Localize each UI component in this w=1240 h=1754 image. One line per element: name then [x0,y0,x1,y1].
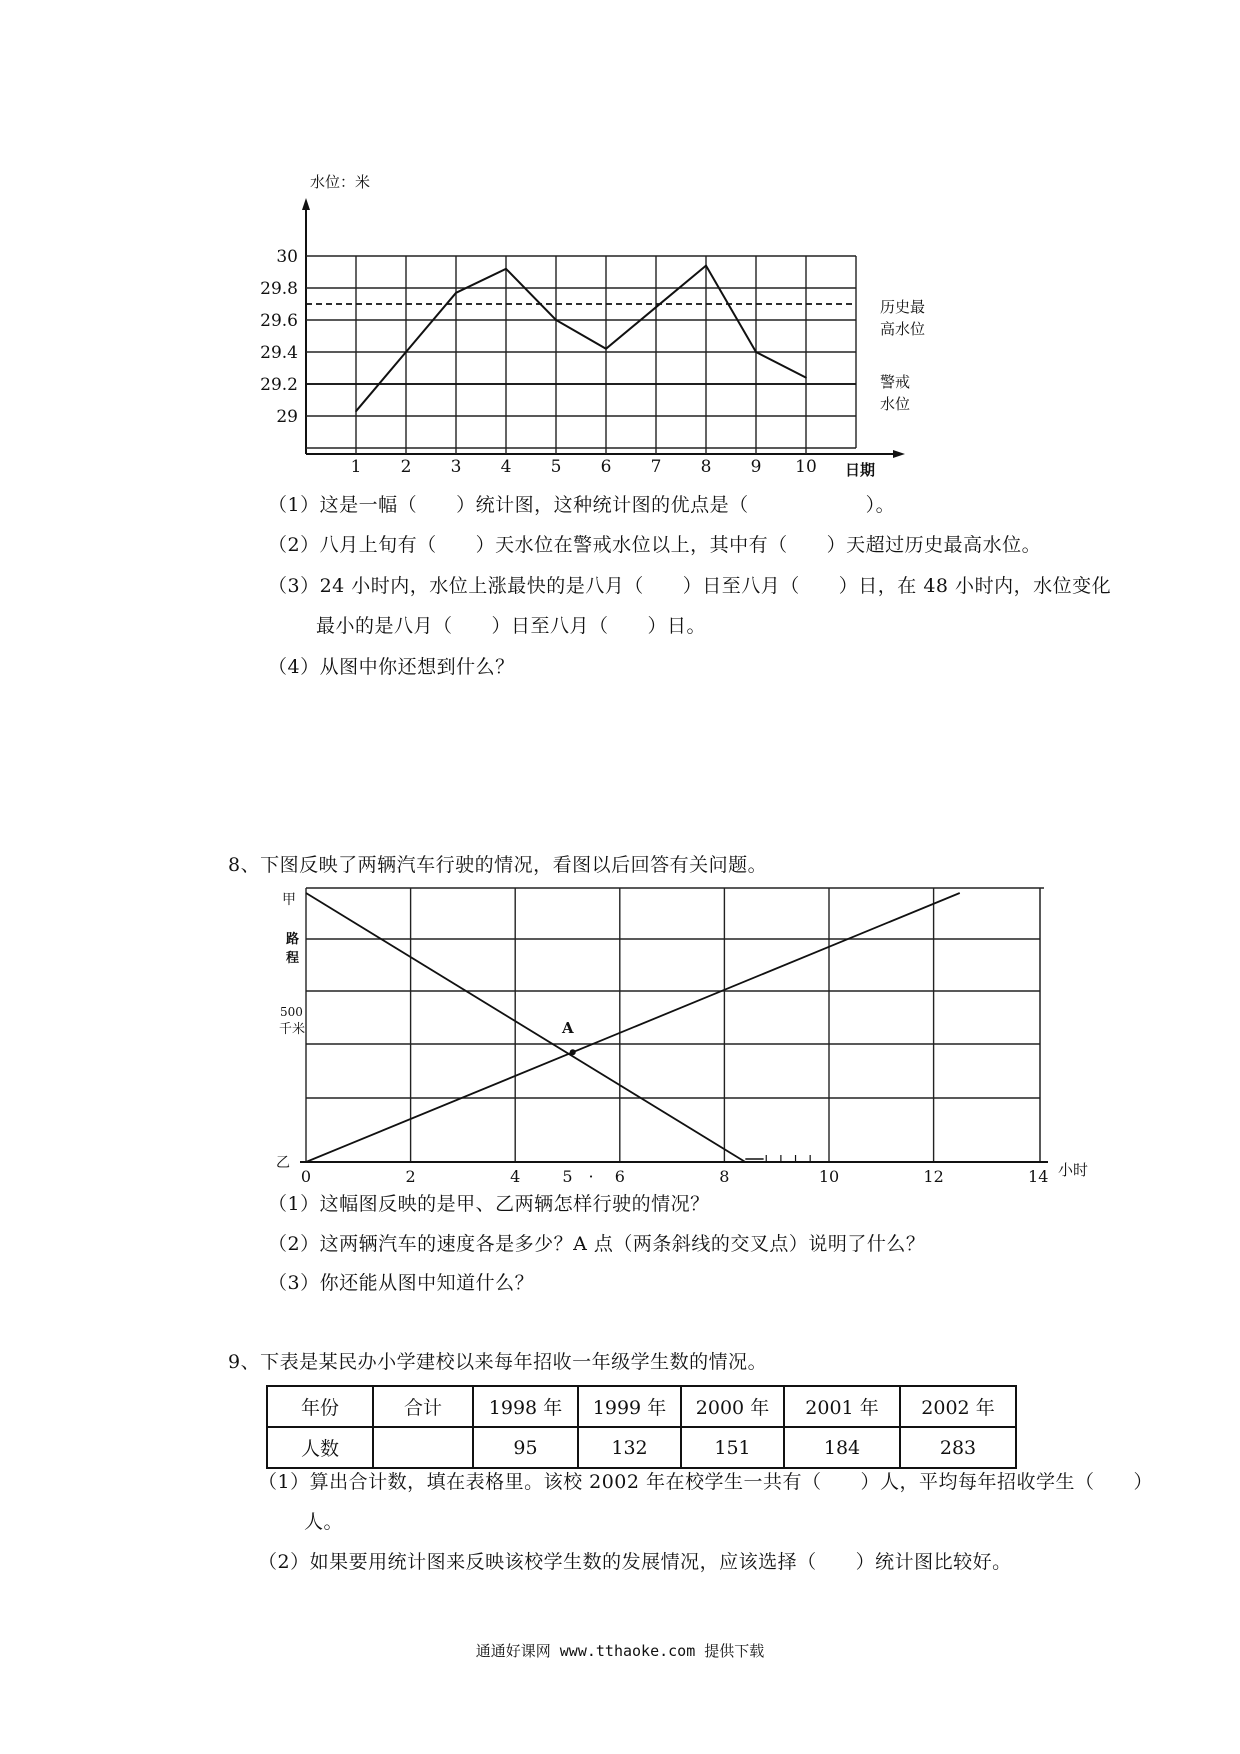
x-tick-label: 9 [750,457,762,477]
water-chart-grid [306,256,856,454]
warning-level-label: 水位 [880,395,911,413]
q8-part1: （1）这幅图反映的是甲、乙两辆怎样行驶的情况？ [268,1193,710,1215]
table-header-cell: 1998 年 [473,1386,578,1427]
y-tick-label: 30 [276,247,298,267]
x-tick-label: 3 [450,457,462,477]
q8-part2: （2）这两辆汽车的速度各是多少？A 点（两条斜线的交叉点）说明了什么？ [268,1233,926,1255]
data-point [605,348,607,350]
x-tick-label: 5 [562,1167,573,1186]
table-header-cell: 1999 年 [578,1386,681,1427]
car-jia-line [306,893,745,1162]
table-row [267,1386,1016,1427]
water-level-chart [0,150,1240,490]
x-tick-label: 7 [650,457,662,477]
data-point [405,351,407,353]
label-cheng: 程 [286,951,300,966]
footer-source: 通通好课网 www.tthaoke.com 提供下载 [475,1642,765,1660]
label-yi: 乙 [276,1155,290,1171]
x-tick-label: 4 [510,1167,521,1186]
table-cell: 283 [900,1427,1016,1468]
water-chart-xlabel: 日期 [845,461,876,479]
q9-part1: （1）算出合计数，填在表格里。该校 2002 年在校学生一共有（ ）人，平均每年招收学生（ ） [258,1471,1154,1493]
data-point [505,268,507,270]
y-tick-label: 29.2 [260,375,298,395]
table-header-cell: 2002 年 [900,1386,1016,1427]
y-tick-label: 29.6 [260,311,298,331]
x-tick-label: 1 [350,457,362,477]
data-point [555,319,557,321]
table-header-cell: 2001 年 [784,1386,900,1427]
car-yi-line [306,893,960,1162]
x-tick-label: 2 [400,457,412,477]
x-tick-label: 5 [550,457,562,477]
x-tick-label: 6 [600,457,612,477]
x-tick-label: · [588,1167,594,1186]
car-chart-xunit: 小时 [1058,1161,1089,1179]
y-tick-label: 29.4 [260,343,298,363]
table-header-cell: 年份 [267,1386,373,1427]
table-cell: 151 [681,1427,784,1468]
x-tick-label: 8 [700,457,712,477]
y-tick-label: 29 [276,407,298,427]
q8-part3: （3）你还能从图中知道什么？ [268,1272,535,1294]
table-cell: 95 [473,1427,578,1468]
label-lu: 路 [286,932,300,947]
data-point [455,292,457,294]
x-tick-label: 2 [405,1167,416,1186]
point-a [570,1049,576,1055]
q7-part2: （2）八月上旬有（ ）天水位在警戒水位以上，其中有（ ）天超过历史最高水位。 [268,534,1042,556]
q8-title: 8、下图反映了两辆汽车行驶的情况，看图以后回答有关问题。 [228,854,768,876]
x-tick-label: 14 [1028,1167,1049,1186]
data-point [755,351,757,353]
total-input-cell[interactable] [373,1427,473,1468]
q7-part3: （3）24 小时内，水位上涨最快的是八月（ ）日至八月（ ）日，在 48 小时内，水位变化 [268,575,1112,597]
label-jia: 甲 [282,892,296,908]
car-travel-chart [0,880,1240,1190]
x-tick-label: 10 [818,1167,840,1186]
q7-part1: （1）这是一幅（ ）统计图，这种统计图的优点是（ ）。 [268,494,896,516]
q9-part2: （2）如果要用统计图来反映该校学生数的发展情况，应该选择（ ）统计图比较好。 [258,1551,1012,1573]
table-header-cell: 2000 年 [681,1386,784,1427]
q7-part3-cont: 最小的是八月（ ）日至八月（ ）日。 [316,615,707,637]
data-point [705,265,707,267]
y-tick-label: 29.8 [260,279,298,299]
x-tick-label: 4 [500,457,512,477]
x-tick-label: 10 [795,457,817,477]
table-cell: 184 [784,1427,900,1468]
table-cell: 132 [578,1427,681,1468]
history-max-label: 高水位 [880,320,926,338]
x-tick-label: 6 [614,1167,625,1186]
label-500: 500 [280,1005,303,1019]
table-header-cell: 合计 [373,1386,473,1427]
table-row [267,1427,1016,1468]
data-point [355,410,357,412]
point-a-label: A [562,1019,574,1037]
x-tick-label: 8 [719,1167,730,1186]
recruit-table [266,1385,1017,1469]
table-cell: 人数 [267,1427,373,1468]
car-chart-grid [300,888,1048,1162]
water-chart-ylabel: 水位：米 [310,173,371,191]
data-point [805,377,807,379]
x-tick-label: 12 [923,1167,944,1186]
q9-title: 9、下表是某民办小学建校以来每年招收一年级学生数的情况。 [228,1351,768,1373]
q7-part4: （4）从图中你还想到什么？ [268,656,515,678]
label-km: 千米 [279,1022,306,1037]
x-tick-label: 0 [300,1167,312,1186]
warning-level-label: 警戒 [880,373,911,391]
history-max-label: 历史最 [880,298,926,316]
data-point [655,306,657,308]
q9-part1-cont: 人。 [304,1511,344,1533]
